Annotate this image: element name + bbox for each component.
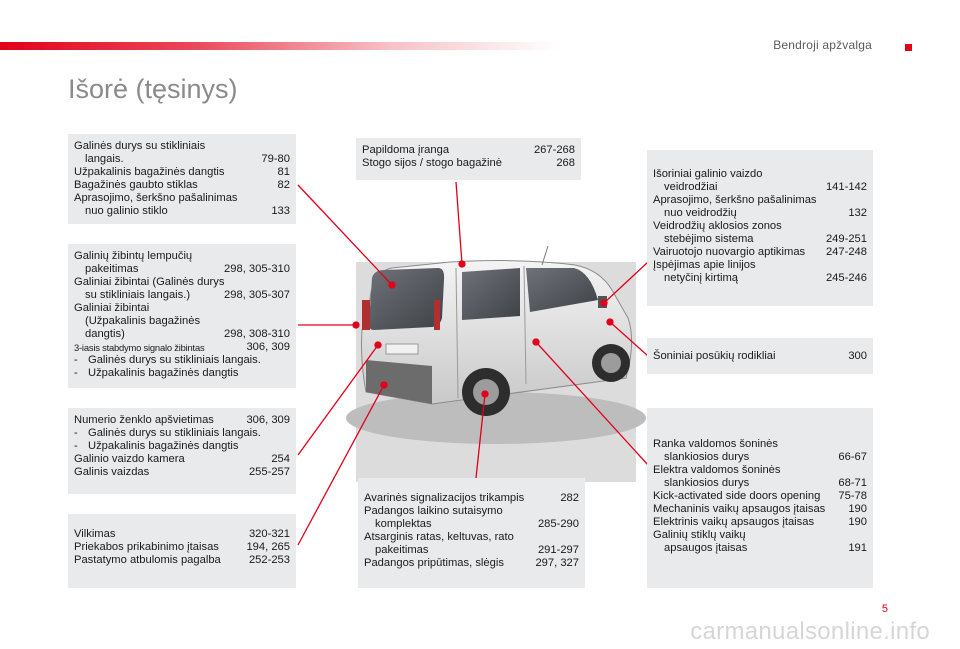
sub-item: - Galinės durys su stikliniais langais. xyxy=(74,354,261,366)
index-entry: Avarinės signalizacijos trikampis 282 xyxy=(364,492,579,504)
rear-doors-box xyxy=(68,134,296,224)
page-title: Išorė (tęsinys) xyxy=(68,74,238,104)
wheels-box xyxy=(358,478,585,588)
rear-lamps-box xyxy=(68,244,296,388)
index-entry: Išoriniai galinio vaizdo veidrodžiai 141-142 xyxy=(653,168,867,193)
sub-item: - Galinės durys su stikliniais langais. xyxy=(74,427,261,439)
side-repeater-box xyxy=(647,338,873,374)
section-title: Bendroji apžvalga xyxy=(773,38,872,52)
index-entry: Galinių stiklų vaikų apsaugos įtaisas 191 xyxy=(653,529,867,554)
index-entry: Įspėjimas apie linijos netyčinį kirtimą 245-246 xyxy=(653,259,867,284)
side-doors-box xyxy=(647,408,873,588)
index-entry: Galinių žibintų lempučių pakeitimas 298, 305-310 xyxy=(74,250,290,275)
index-entry: Kick-activated side doors opening 75-78 xyxy=(653,490,867,502)
sub-item: - Užpakalinis bagažinės dangtis xyxy=(74,440,239,452)
index-entry: Numerio ženklo apšvietimas 306, 309 xyxy=(74,414,290,426)
index-entry: Šoniniai posūkių rodikliai 300 xyxy=(653,350,867,362)
index-entry: Stogo sijos / stogo bagažinė 268 xyxy=(362,157,575,169)
index-entry: Papildoma įranga 267-268 xyxy=(362,144,575,156)
index-entry: Galiniai žibintai (Užpakalinis bagažinės dangtis) 298, 308-310 xyxy=(74,302,290,340)
index-entry: Veidrodžių aklosios zonos stebėjimo sistema 249-251 xyxy=(653,220,867,245)
index-entry: Atsarginis ratas, keltuvas, rato pakeitimas 291-297 xyxy=(364,531,579,556)
index-entry: Aprasojimo, šerkšno pašalinimas nuo veidrodžių 132 xyxy=(653,194,867,219)
sub-item: - Užpakalinis bagažinės dangtis xyxy=(74,367,239,379)
index-entry: Ranka valdomos šoninės slankiosios durys 66-67 xyxy=(653,438,867,463)
index-entry: Galinės durys su stikliniais langais. 79-80 xyxy=(74,140,290,165)
index-entry: Pastatymo atbulomis pagalba 252-253 xyxy=(74,554,290,566)
index-entry: Vairuotojo nuovargio aptikimas 247-248 xyxy=(653,246,867,258)
index-entry: Vilkimas 320-321 xyxy=(74,528,290,540)
index-entry: Elektra valdomos šoninės slankiosios durys 68-71 xyxy=(653,464,867,489)
index-entry: Galinis vaizdas 255-257 xyxy=(74,466,290,478)
index-entry: Elektrinis vaikų apsaugos įtaisas 190 xyxy=(653,516,867,528)
index-entry: Aprasojimo, šerkšno pašalinimas nuo galinio stiklo 133 xyxy=(74,192,290,217)
index-entry: 3-iasis stabdymo signalo žibintas 306, 309 xyxy=(74,341,290,353)
index-entry: Padangos pripūtimas, slėgis 297, 327 xyxy=(364,557,579,569)
index-entry: Padangos laikino sutaisymo komplektas 285-290 xyxy=(364,505,579,530)
page-number: 5 xyxy=(881,603,888,615)
index-entry: Priekabos prikabinimo įtaisas 194, 265 xyxy=(74,541,290,553)
index-entry: Galiniai žibintai (Galinės durys su stikliniais langais.) 298, 305-307 xyxy=(74,276,290,301)
towing-box xyxy=(68,514,296,588)
watermark: carmanualsonline.info xyxy=(690,618,930,645)
plate-box xyxy=(68,408,296,494)
roof-box xyxy=(356,138,581,180)
index-entry: Galinio vaizdo kamera 254 xyxy=(74,453,290,465)
index-entry: Užpakalinis bagažinės dangtis 81 xyxy=(74,166,290,178)
index-entry: Mechaninis vaikų apsaugos įtaisas 190 xyxy=(653,503,867,515)
mirrors-box xyxy=(647,150,873,306)
index-entry: Bagažinės gaubto stiklas 82 xyxy=(74,179,290,191)
